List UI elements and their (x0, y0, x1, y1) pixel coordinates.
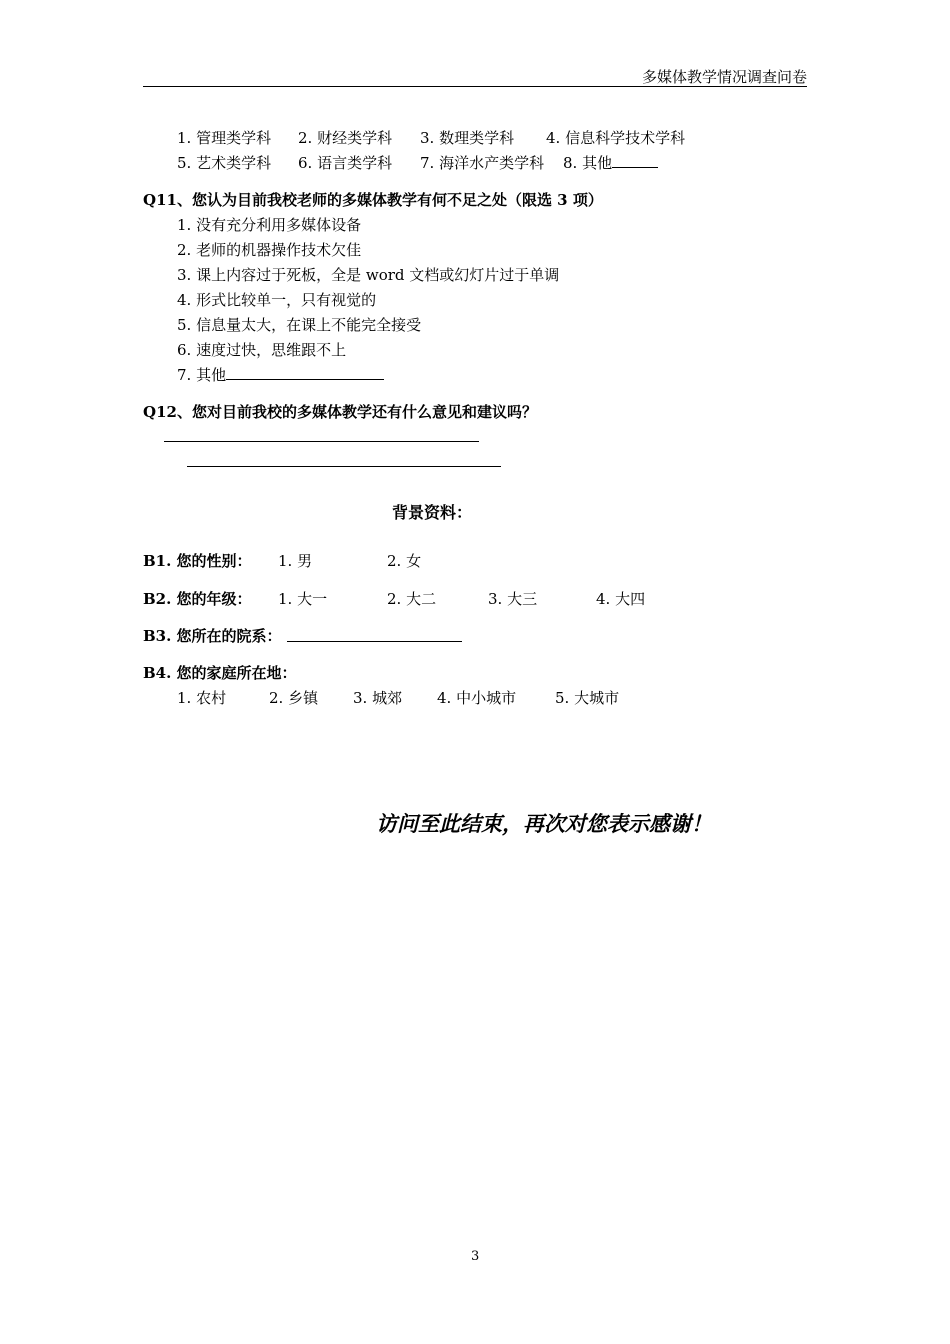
b4-option: 2. 乡镇 (269, 689, 319, 707)
subject-option: 6. 语言类学科 (298, 154, 393, 172)
b2-option: 1. 大一 (278, 590, 328, 608)
subject-option-label: 8. 其他 (563, 154, 613, 172)
subject-option: 5. 艺术类学科 (177, 154, 272, 172)
q12-answer-line[interactable] (164, 441, 479, 442)
b2-option: 4. 大四 (596, 590, 646, 608)
b3-answer-line[interactable] (287, 641, 462, 642)
closing-message: 访问至此结束，再次对您表示感谢！ (376, 811, 712, 836)
subject-option: 2. 财经类学科 (298, 129, 393, 147)
background-title: 背景资料： (392, 503, 473, 522)
q12-answer-line[interactable] (187, 466, 501, 467)
q11-other-blank[interactable] (226, 365, 384, 380)
q11-option: 6. 速度过快，思维跟不上 (177, 341, 347, 359)
b4-label: B4. 您的家庭所在地： (143, 664, 297, 682)
page-number: 3 (471, 1249, 480, 1264)
q11-option: 2. 老师的机器操作技术欠佳 (177, 241, 362, 259)
subject-option: 1. 管理类学科 (177, 129, 272, 147)
subject-option: 3. 数理类学科 (420, 129, 515, 147)
b4-option: 5. 大城市 (555, 689, 620, 707)
q11-option: 5. 信息量太大，在课上不能完全接受 (177, 316, 422, 334)
b4-option: 1. 农村 (177, 689, 227, 707)
b1-option: 1. 男 (278, 552, 313, 570)
b1-option: 2. 女 (387, 552, 422, 570)
header-rule (143, 86, 807, 87)
b4-option: 4. 中小城市 (437, 689, 517, 707)
b2-option: 2. 大二 (387, 590, 437, 608)
b2-label: B2. 您的年级： (143, 590, 252, 608)
q11-option: 1. 没有充分利用多媒体设备 (177, 216, 362, 234)
subject-option-other (563, 152, 658, 173)
q11-option: 4. 形式比较单一，只有视觉的 (177, 291, 377, 309)
q11-question: Q11、您认为目前我校老师的多媒体教学有何不足之处（限选 3 项） (143, 191, 603, 209)
other-blank[interactable] (612, 153, 658, 168)
b4-option: 3. 城郊 (353, 689, 403, 707)
header-title: 多媒体教学情况调查问卷 (641, 68, 807, 86)
b2-option: 3. 大三 (488, 590, 538, 608)
subject-option: 7. 海洋水产类学科 (420, 154, 545, 172)
subject-option: 4. 信息科学技术学科 (546, 129, 686, 147)
q12-question: Q12、您对目前我校的多媒体教学还有什么意见和建议吗？ (143, 403, 537, 421)
q11-option-other (177, 364, 384, 385)
b1-label: B1. 您的性别： (143, 552, 252, 570)
q11-option: 3. 课上内容过于死板，全是 word 文档或幻灯片过于单调 (177, 266, 560, 284)
b3-label: B3. 您所在的院系： (143, 627, 282, 645)
q11-option-label: 7. 其他 (177, 366, 227, 384)
